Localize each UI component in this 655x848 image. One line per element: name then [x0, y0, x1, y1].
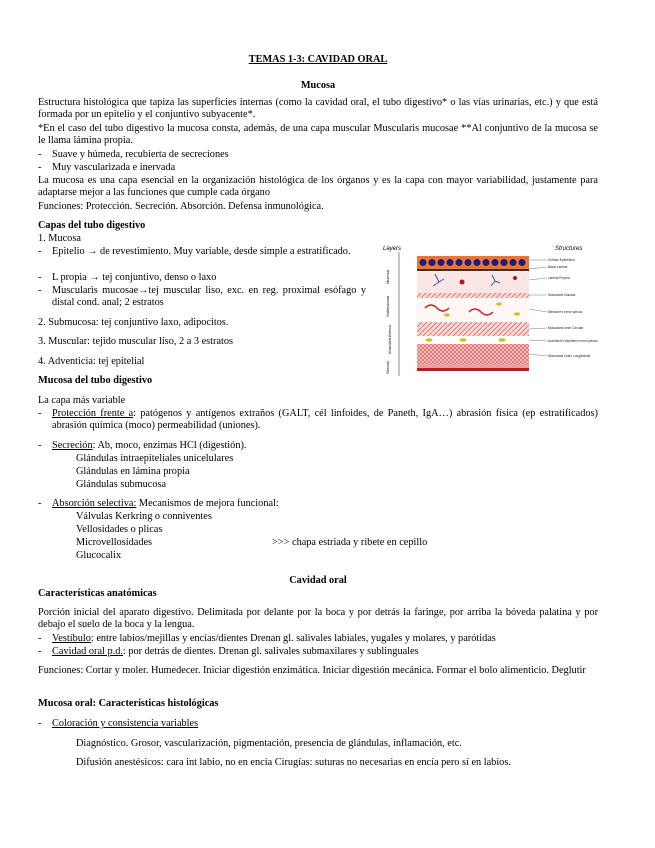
absorcion-sub-4: Glucocalix	[76, 550, 122, 561]
page-title: TEMAS 1-3: CAVIDAD ORAL	[248, 54, 388, 65]
secrecion-sub-3: Glándulas submucosa	[76, 479, 167, 490]
capa-1-bullet-epitelio: - Epitelio → de revestimiento. Muy variable, desde simple a estratificado.	[38, 246, 351, 257]
svg-text:Mucosa: Mucosa	[385, 269, 390, 284]
mucosa-tubo-heading: Mucosa del tubo digestivo	[38, 375, 153, 386]
cavidad-functions: Funciones: Cortar y moler. Humedecer. Iniciar digestión enzimática. Iniciar digestión mecánica. Formar el bolo alimenticio. Deglutir	[38, 665, 586, 676]
capas-heading: Capas del tubo digestivo	[38, 220, 146, 231]
difusion-line: Difusión anestésicos: cara int labio, no en encía Cirugías: suturas no necesarias en encía pero sí en labios.	[76, 757, 511, 768]
svg-text:Layers: Layers	[383, 246, 402, 252]
svg-text:Structures: Structures	[555, 246, 583, 252]
mucosa-paragraph-2: *En el caso del tubo digestivo la mucosa consta, además, de una capa muscular Muscularis mucosae **Al conjuntivo de la mucosa se le llama lámina propia.	[38, 123, 598, 147]
cavidad-subheading: Características anatómicas	[38, 588, 157, 599]
absorcion-sub-3: Microvellosidades	[76, 537, 153, 548]
svg-text:Muscularis Mucosa: Muscularis Mucosa	[548, 293, 576, 297]
capa-2: 2. Submucosa: tej conjuntivo laxo, adipocitos.	[38, 317, 229, 328]
mucosa-functions: Funciones: Protección. Secreción. Absorción. Defensa inmunológica.	[38, 201, 324, 212]
gi-layers-figure	[377, 242, 598, 377]
mucosa-oral-heading: Mucosa oral: Características histológicas	[38, 698, 219, 709]
capa-1-bullet-muscularis: - Muscularis mucosae→tej muscular liso, exc. en reg. proximal esófago y distal cond. anal; 2 estratos	[38, 285, 366, 309]
absorcion-sub-1: Válvulas Kerkring o conniventes	[76, 511, 212, 522]
svg-text:Lamina Propria: Lamina Propria	[548, 276, 570, 280]
svg-text:Auerbach's myenteric nerve ple: Auerbach's myenteric nerve plexus	[548, 339, 598, 343]
absorcion-note: >>> chapa estriada y ribete en cepillo	[272, 537, 428, 548]
mucosa-tubo-paragraph: La capa más variable	[38, 395, 126, 406]
gi-layers-diagram	[377, 242, 598, 377]
cavidad-heading: Cavidad oral	[289, 575, 347, 586]
secrecion-sub-1: Glándulas intraepiteliales unicelulares	[76, 453, 234, 464]
mucosa-heading: Mucosa	[300, 80, 336, 91]
mucosa-paragraph-3: La mucosa es una capa esencial en la organización histológica de los órganos y es la capa con mayor variabilidad, justamente para adaptarse mejor a las funciones que cumple cada órgano	[38, 175, 598, 199]
capa-3: 3. Muscular: tejido muscular liso, 2 a 3 estratos	[38, 336, 234, 347]
cavidad-paragraph: Porción inicial del aparato digestivo. Delimitada por delante por la boca y por detrás la faringe, por arriba la bóveda palatina y por debajo el suelo de la boca y la lengua.	[38, 607, 598, 631]
svg-text:Surface Epithelium: Surface Epithelium	[548, 258, 575, 262]
svg-text:Muscularis Externa: Muscularis Externa	[388, 325, 392, 354]
secrecion-sub-2: Glándulas en lámina propia	[76, 466, 190, 477]
svg-text:Muscularis Outer Longitudinal: Muscularis Outer Longitudinal	[548, 354, 591, 358]
svg-text:Muscularis Inner Circular: Muscularis Inner Circular	[548, 326, 584, 330]
capa-1: 1. Mucosa	[38, 233, 81, 244]
proteccion-item: - Protección frente a: patógenos y antígenos extraños (GALT, cél linfoides, de Paneth, IgA…) abrasión física (ep estratificados) abrasión química (moco) permeabilidad (uniones).	[38, 408, 598, 432]
absorcion-sub-2: Vellosidades o plicas	[76, 524, 163, 535]
svg-text:Basal Lamina: Basal Lamina	[548, 265, 568, 269]
svg-text:Submucosa: Submucosa	[385, 295, 390, 317]
mucosa-paragraph-1: Estructura histológica que tapiza las superficies internas (como la cavidad oral, el tubo digestivo* o las vías urinarias, etc.) y que está formada por un epitelio y el conjuntivo subyacente*.	[38, 97, 598, 121]
svg-text:Serosa: Serosa	[385, 361, 390, 374]
svg-text:Meissner's nerve plexus: Meissner's nerve plexus	[548, 310, 583, 314]
capa-4: 4. Adventicia: tej epitelial	[38, 356, 145, 367]
diagnostico-line: Diagnóstico. Grosor, vascularización, pigmentación, presencia de glándulas, inflamación, etc.	[76, 738, 462, 749]
